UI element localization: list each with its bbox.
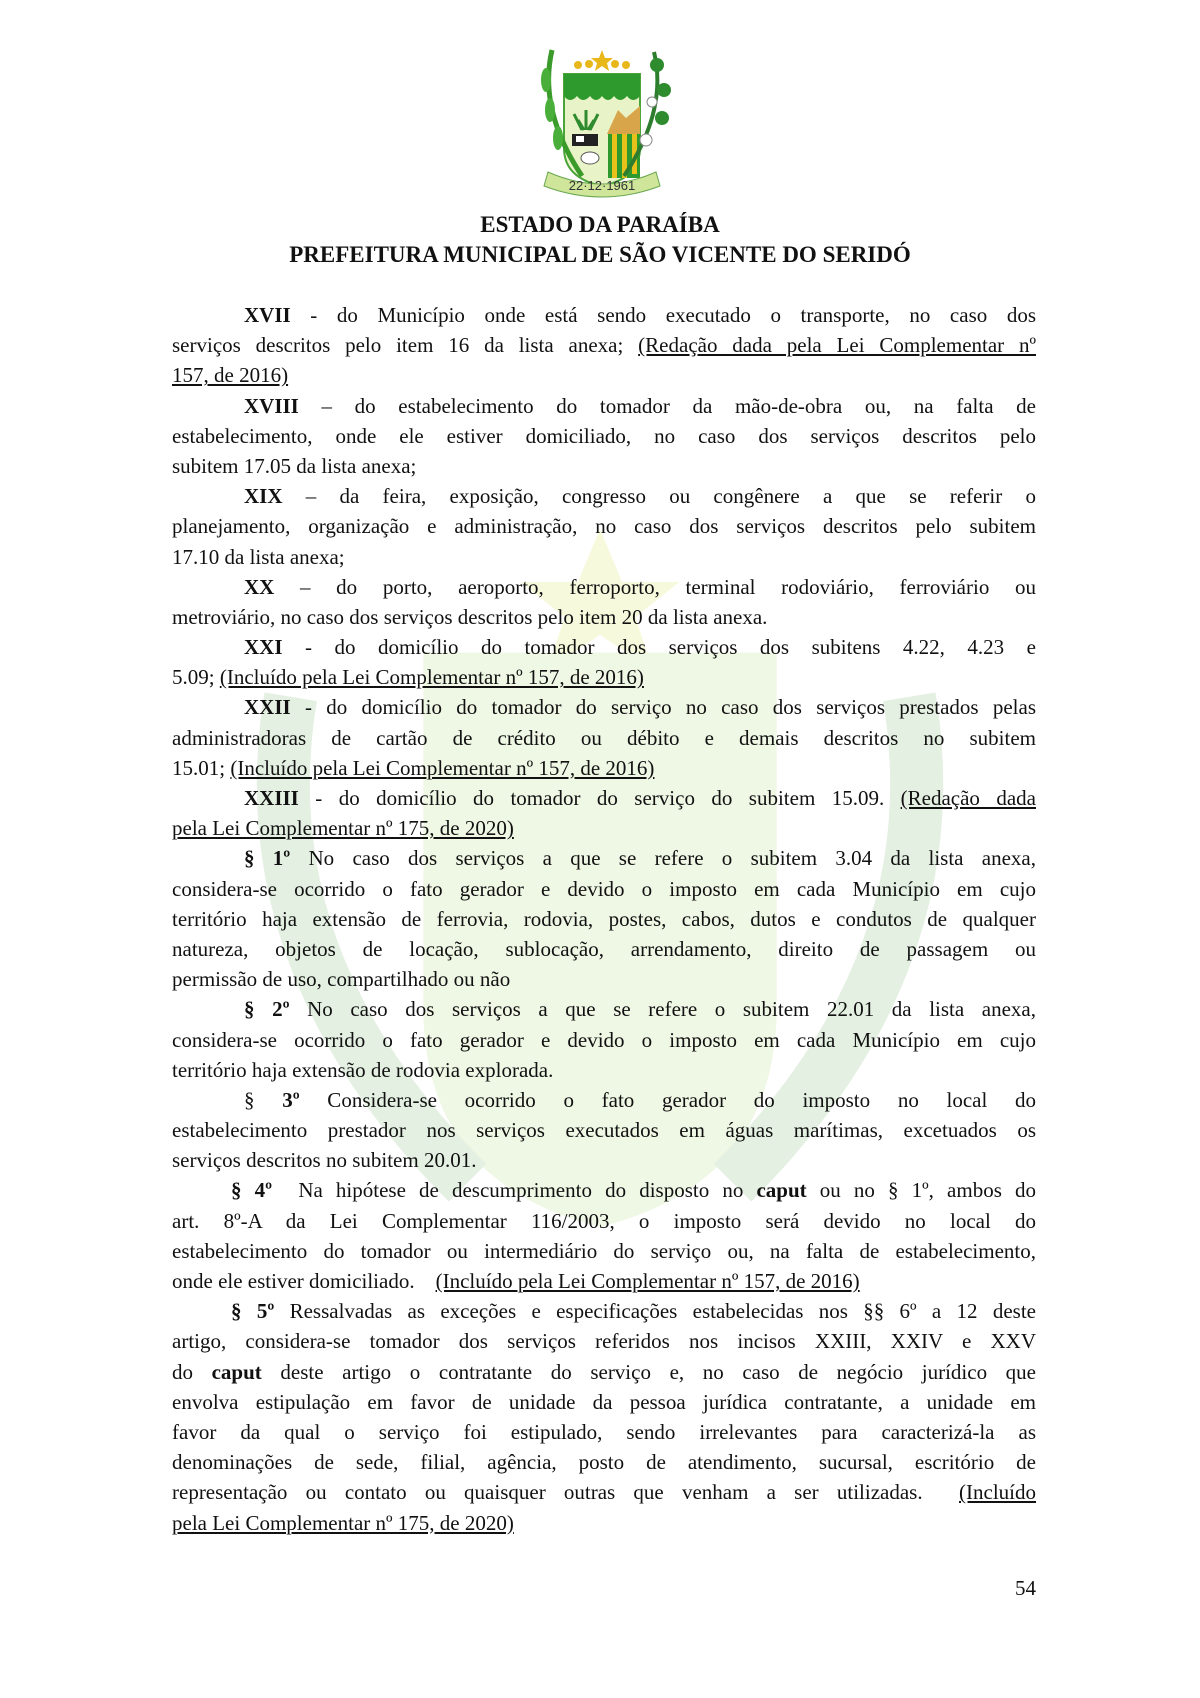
text-line [172,421,1036,451]
text-segment: – da feira, exposição, congresso ou congênere a que se referir o [282,484,1036,509]
text-segment: serviços descritos pelo item 16 da lista anexa; [172,333,639,358]
text-segment: território haja extensão de ferrovia, rodovia, postes, cabos, dutos e condutos de qualquer [172,906,1036,931]
text-line [172,813,1036,843]
bold-text: XXIII [244,786,299,810]
text-segment: No caso dos serviços a que se refere o subitem 3.04 da lista anexa, [290,846,1036,871]
legal-reference: pela Lei Complementar nº 175, de 2020) [172,816,514,841]
text-line [172,1357,1036,1387]
text-line [172,1055,1036,1085]
bold-text: 3º [282,1087,300,1112]
text-segment: - do Município onde está sendo executado o transporte, no caso dos [290,303,1036,327]
legal-reference: (Incluído pela Lei Complementar nº 157, de 2016) [219,665,644,690]
text-line [172,1085,1036,1115]
text-line [172,1508,1036,1538]
text-line [172,874,1036,904]
text-line [172,753,1036,783]
legal-reference: (Incluído pela Lei Complementar nº 157, de 2016) [230,755,655,780]
text-line [172,1447,1036,1477]
text-line [172,481,1036,511]
text-segment: metroviário, no caso dos serviços descritos pelo item 20 da lista anexa. [172,604,768,629]
bold-text: § 5º [231,1299,275,1324]
bold-text: XXII [244,695,291,720]
text-segment: envolva estipulação em favor de unidade da pessoa jurídica contratante, a unidade em [172,1389,1036,1414]
text-line [172,1266,1036,1296]
document-body [172,300,1036,1538]
text-line [172,783,1036,813]
text-line [172,1206,1036,1236]
text-segment: Ressalvadas as exceções e especificações estabelecidas nos §§ 6º a 12 deste [274,1299,1036,1324]
bold-text: XVII [244,303,291,327]
text-line [172,964,1036,994]
text-line [172,542,1036,572]
text-segment: § [244,1087,283,1112]
text-segment: estabelecimento do tomador ou intermediário do serviço ou, na falta de estabelecimento, [172,1238,1036,1263]
text-segment: denominações de sede, filial, agência, posto de atendimento, sucursal, escritório de [172,1450,1036,1475]
legal-reference: (Incluído [959,1480,1036,1505]
legal-reference: 157, de 2016) [172,363,289,388]
text-segment: 5.09; [172,665,220,690]
text-line [172,723,1036,753]
text-line [172,1025,1036,1055]
bold-text: XIX [244,484,283,509]
text-segment: - do domicílio do tomador do serviço no caso dos serviços prestados pelas [290,695,1036,720]
bold-text: § 1º [244,846,291,871]
legal-reference: (Redação dada [900,786,1036,810]
text-line [172,904,1036,934]
text-line [172,511,1036,541]
text-segment: subitem 17.05 da lista anexa; [172,453,417,478]
text-line [172,330,1036,360]
text-line [172,1477,1036,1507]
text-segment: permissão de uso, compartilhado ou não [172,967,511,992]
text-segment: representação ou contato ou quaisquer outras que venham a ser utilizadas. [172,1480,960,1505]
text-segment: favor da qual o serviço foi estipulado, sendo irrelevantes para caracterizá-la as [172,1419,1036,1444]
bold-text: XXI [244,635,283,660]
text-line [172,662,1036,692]
bold-text: § 4º [231,1178,273,1203]
text-line [172,1326,1036,1356]
text-line [172,843,1036,873]
text-segment: planejamento, organização e administração, no caso dos serviços descritos pelo subitem [172,514,1036,539]
legal-reference: pela Lei Complementar nº 175, de 2020) [172,1510,514,1535]
text-segment: art. 8º-A da Lei Complementar 116/2003, o imposto será devido no local do [172,1208,1036,1233]
text-line [172,451,1036,481]
text-segment: administradoras de cartão de crédito ou débito e demais descritos no subitem [172,725,1036,750]
text-segment: 17.10 da lista anexa; [172,544,345,569]
text-segment: Considera-se ocorrido o fato gerador do imposto no local do [299,1087,1036,1112]
text-segment: – do porto, aeroporto, ferroporto, terminal rodoviário, ferroviário ou [274,574,1036,599]
text-segment: deste artigo o contratante do serviço e, no caso de negócio jurídico que [261,1359,1037,1384]
text-segment: estabelecimento, onde ele estiver domiciliado, no caso dos serviços descritos pelo [172,423,1036,448]
text-segment: considera-se ocorrido o fato gerador e devido o imposto em cada Município em cujo [172,1027,1036,1052]
text-line [172,1115,1036,1145]
bold-text: XVIII [244,393,299,418]
bold-text: caput [211,1359,262,1384]
text-segment: considera-se ocorrido o fato gerador e devido o imposto em cada Município em cujo [172,876,1036,901]
text-line [172,632,1036,662]
text-line [172,692,1036,722]
text-line [172,1387,1036,1417]
text-segment: onde ele estiver domiciliado. [172,1269,436,1293]
text-line [172,300,1036,330]
text-line [172,994,1036,1024]
bold-text: § 2º [244,997,290,1022]
legal-reference: (Incluído pela Lei Complementar nº 157, de 2016) [435,1269,860,1293]
text-line [172,934,1036,964]
text-segment: artigo, considera-se tomador dos serviços referidos nos incisos XXIII, XXIV e XXV [172,1329,1036,1354]
text-segment: No caso dos serviços a que se refere o subitem 22.01 da lista anexa, [289,997,1036,1022]
text-segment: 15.01; [172,755,231,780]
text-line [172,572,1036,602]
text-line [172,1145,1036,1175]
municipality-heading: PREFEITURA MUNICIPAL DE SÃO VICENTE DO SERIDÓ [289,242,911,267]
state-heading: ESTADO DA PARAÍBA [480,212,720,237]
text-segment: – do estabelecimento do tomador da mão-de-obra ou, na falta de [298,393,1036,418]
coat-of-arms-logo [512,30,692,202]
text-segment: - do domicílio do tomador do serviço do subitem 15.09. [298,786,901,810]
text-segment: - do domicílio do tomador dos serviços dos subitens 4.22, 4.23 e [282,635,1036,660]
page-number: 54 [1015,1576,1036,1600]
text-segment: Na hipótese de descumprimento do disposto no [272,1178,757,1203]
text-line [172,360,1036,390]
text-segment: ou no § 1º, ambos do [806,1178,1036,1203]
text-segment: serviços descritos no subitem 20.01. [172,1148,477,1173]
legal-reference: (Redação dada pela Lei Complementar nº [638,333,1036,358]
text-line [172,391,1036,421]
text-line [172,1175,1036,1205]
text-segment: estabelecimento prestador nos serviços executados em águas marítimas, excetuados os [172,1118,1036,1143]
text-line [172,1417,1036,1447]
text-line [172,1236,1036,1266]
text-line [172,1296,1036,1326]
text-segment: território haja extensão de rodovia explorada. [172,1057,554,1082]
bold-text: XX [244,574,275,599]
logo-date: 22·12·1961 [568,178,636,193]
text-segment: do [172,1359,212,1384]
text-line [172,602,1036,632]
bold-text: caput [756,1178,807,1203]
text-segment: natureza, objetos de locação, sublocação, arrendamento, direito de passagem ou [172,936,1036,961]
